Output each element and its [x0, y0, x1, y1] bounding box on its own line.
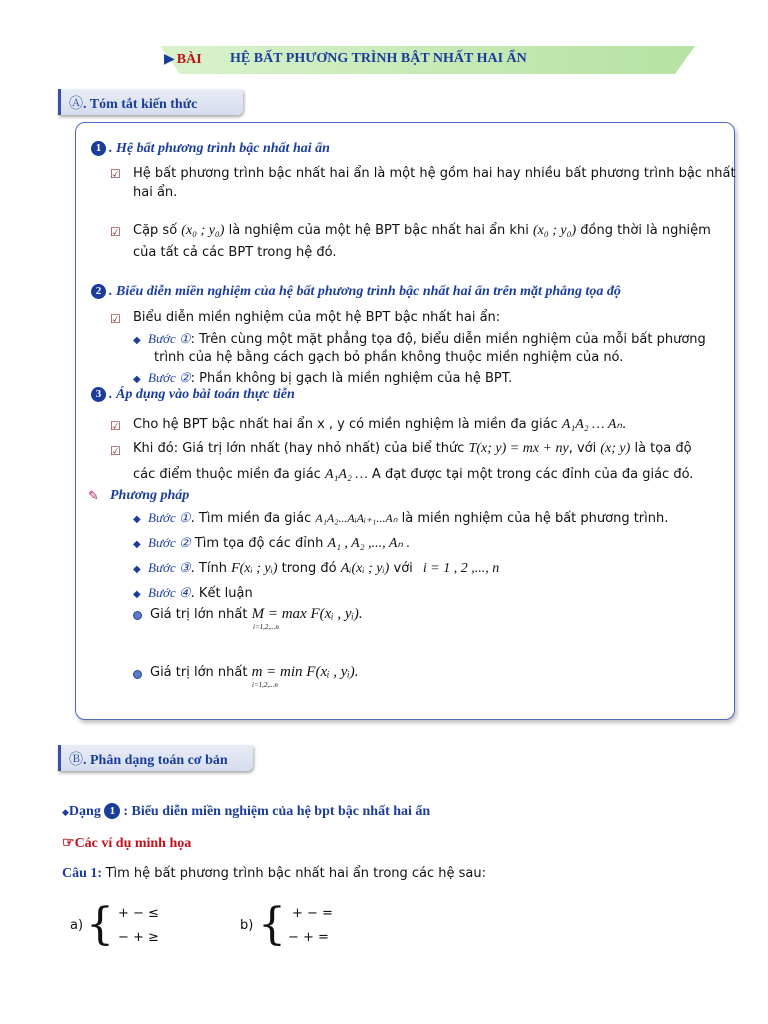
check-icon: ☑ — [110, 167, 121, 181]
check-icon: ☑ — [110, 312, 121, 326]
title-banner — [160, 46, 695, 74]
heading-1: 1 . Hệ bất phương trình bậc nhất hai ẩn — [91, 141, 330, 157]
diamond-bullet-icon: ◆ — [133, 374, 141, 385]
max-line: Giá trị lớn nhất M = max F(xᵢ , yᵢ). — [150, 606, 363, 622]
method-label: Phương pháp — [110, 488, 190, 503]
section-a-marker: Ⓐ — [69, 97, 83, 112]
heading-3: 3 . Áp dụng vào bài toán thực tiễn — [91, 387, 295, 403]
title-prefix: ▶ BÀI — [164, 52, 202, 67]
system-a-row1: + − ≤ — [118, 906, 159, 921]
check-icon: ☑ — [110, 419, 121, 433]
system-a-label: a) — [70, 918, 84, 933]
p5-line2: các điểm thuộc miền đa giác A₁A₂ … A đạt được tại một trong các đỉnh của đa giác đó. — [133, 467, 694, 482]
p3: Biểu diễn miền nghiệm của một hệ BPT bậc nhất hai ẩn: — [133, 310, 501, 325]
check-icon: ☑ — [110, 444, 121, 458]
diamond-bullet-icon: ◆ — [133, 564, 141, 575]
circle-bullet-icon — [133, 611, 142, 620]
system-b-row1: + − = — [292, 906, 333, 921]
diamond-bullet-icon: ◆ — [133, 589, 141, 600]
p5-line1: Khi đó: Giá trị lớn nhất (hay nhỏ nhất) của biể thức T(x; y) = mx + ny, với (x; y) là tọa độ — [133, 441, 692, 456]
step1-line1: Bước ①: Trên cùng một mặt phẳng tọa độ, biểu diễn miền nghiệm của mỗi bất phương — [148, 331, 706, 347]
max-subscript: i=1,2,...n — [253, 623, 279, 631]
page-title: HỆ BẤT PHƯƠNG TRÌNH BẬT NHẤT HAI ẨN — [230, 51, 527, 66]
section-a-tab — [58, 89, 243, 115]
step1-line2: trình của hệ bằng cách gạch bỏ phần không thuộc miền nghiệm của nó. — [154, 350, 624, 365]
hand-pointer-icon: ☞ — [62, 836, 75, 851]
system-a-row2: − + ≥ — [118, 930, 159, 945]
p1-line1: Hệ bất phương trình bậc nhất hai ẩn là một hệ gồm hai hay nhiều bất phương trình bậc nhất — [133, 166, 736, 181]
p4: Cho hệ BPT bậc nhất hai ẩn x , y có miền nghiệm là miền đa giác A₁A₂ … Aₙ. — [133, 417, 627, 432]
diamond-bullet-icon: ◆ — [133, 335, 141, 346]
form-1-title: ◆Dạng 1 : Biểu diễn miền nghiệm của hệ bpt bậc nhất hai ẩn — [62, 804, 431, 819]
brace-b: { — [258, 899, 286, 950]
pencil-note-icon: ✎ — [88, 489, 99, 504]
step2: Bước ②: Phần không bị gạch là miền nghiệm của hệ BPT. — [148, 370, 513, 386]
diamond-bullet-icon: ◆ — [133, 539, 141, 550]
p1-line2: hai ẩn. — [133, 185, 178, 200]
method-step3: Bước ③. Tính F(xᵢ ; yᵢ) trong đó Aᵢ(xᵢ ; yᵢ) với i = 1 , 2 ,..., n — [148, 560, 500, 576]
section-b-label: . Phân dạng toán cơ bản — [83, 753, 228, 768]
min-line: Giá trị lớn nhất m = min F(xᵢ , yᵢ). — [150, 664, 359, 680]
method-step1: Bước ①. Tìm miền đa giác A₁A₂...AᵢAᵢ₊₁...Aₙ là miền nghiệm của hệ bất phương trình. — [148, 510, 669, 526]
section-b-tab — [58, 745, 253, 771]
min-subscript: i=1,2,...n — [252, 681, 278, 689]
system-b-label: b) — [240, 918, 254, 933]
heading-2: 2 . Biểu diễn miền nghiệm của hệ bất phương trình bậc nhất hai ẩn trên mặt phẳng tọa độ — [91, 284, 621, 300]
method-step4: Bước ④. Kết luận — [148, 585, 253, 601]
brace-a: { — [86, 899, 114, 950]
system-b-row2: − + = — [288, 930, 329, 945]
method-step2: Bước ② Tìm tọa độ các đỉnh A₁ , A₂ ,..., Aₙ . — [148, 535, 410, 551]
diamond-bullet-icon: ◆ — [133, 514, 141, 525]
section-b-marker: Ⓑ — [69, 753, 83, 768]
question-1: Câu 1: Tìm hệ bất phương trình bậc nhất hai ẩn trong các hệ sau: — [62, 866, 487, 881]
check-icon: ☑ — [110, 225, 121, 239]
section-a-label: . Tóm tắt kiến thức — [83, 97, 198, 112]
examples-heading: ☞Các ví dụ minh họa — [62, 836, 192, 851]
p2-line2: của tất cả các BPT trong hệ đó. — [133, 245, 337, 260]
circle-bullet-icon — [133, 670, 142, 679]
p2-line1: Cặp số (x₀ ; y₀) là nghiệm của một hệ BPT bậc nhất hai ẩn khi (x₀ ; y₀) đồng thời là nghiệm — [133, 223, 711, 238]
